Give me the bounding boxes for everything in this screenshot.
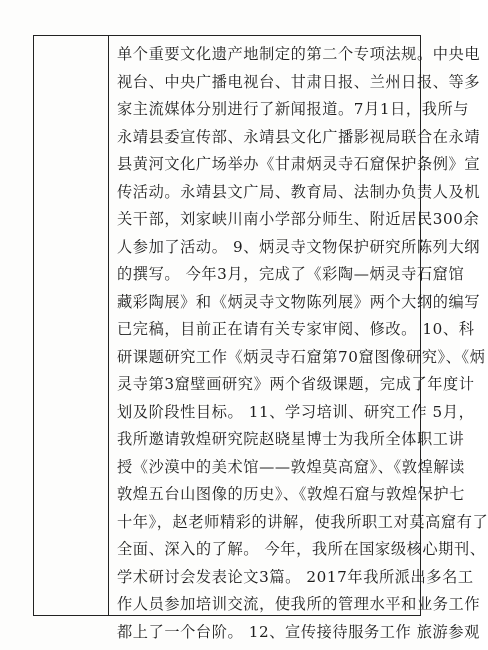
text-line: 我所邀请敦煌研究院赵晓星博士为我所全体职工讲 (117, 430, 465, 448)
report-table (33, 35, 488, 641)
text-line: 传活动。永靖县文广局、教育局、法制办负责人及机 (117, 182, 481, 201)
text-line: 视台、中央广播电视台、甘肃日报、兰州日报、等多 (117, 72, 481, 91)
text-line: 都上了一个台阶。 12、宣传接待服务工作 旅游参观 (117, 622, 480, 641)
table-content-cell (109, 36, 488, 641)
text-line: 人参加了活动。 9、炳灵寺文物保护研究所陈列大纲 (117, 237, 481, 256)
body-text (117, 41, 488, 646)
text-line: 已完稿，目前正在请有关专家审阅、修改。 10、科 (117, 320, 475, 338)
text-line: 县黄河文化广场举办《甘肃炳灵寺石窟保护条例》宣 (117, 155, 481, 173)
text-line: 关干部，刘家峡川南小学部分师生、附近居民300余 (117, 210, 480, 228)
text-line: 作人员参加培训交流，使我所的管理水平和业务工作 (117, 595, 481, 613)
text-line: 家主流媒体分别进行了新闻报道。7月1日，我所与 (117, 100, 470, 118)
text-line: 单个重要文化遗产地制定的第二个专项法规。中央电 (117, 45, 481, 63)
text-line: 划及阶段性目标。 11、学习培训、研究工作 5月， (117, 402, 475, 421)
text-line: 灵寺第3窟壁画研究》两个省级课题，完成了年度计 (117, 375, 475, 393)
text-line: 学术研讨会发表论文3篇。 2017年我所派出多名工 (117, 567, 474, 586)
text-line: 藏彩陶展》和《炳灵寺文物陈列展》两个大纲的编写 (117, 292, 481, 311)
text-line: 十年》，赵老师精彩的讲解，使我所职工对莫高窟有了 (117, 512, 488, 531)
table-label-column (34, 36, 109, 615)
text-line: 授《沙漠中的美术馆——敦煌莫高窟》、《敦煌解读 (117, 457, 465, 476)
text-line: 研课题研究工作《炳灵寺石窟第70窟图像研究》、《炳 (117, 347, 486, 366)
text-line: 全面、深入的了解。 今年，我所在国家级核心期刊、 (117, 540, 486, 558)
text-line: 敦煌五台山图像的历史》、《敦煌石窟与敦煌保护七 (117, 485, 465, 503)
text-line: 永靖县委宣传部、永靖县文化广播影视局联合在永靖 (117, 127, 481, 146)
text-line: 的撰写。 今年3月，完成了《彩陶—炳灵寺石窟馆 (117, 265, 465, 283)
